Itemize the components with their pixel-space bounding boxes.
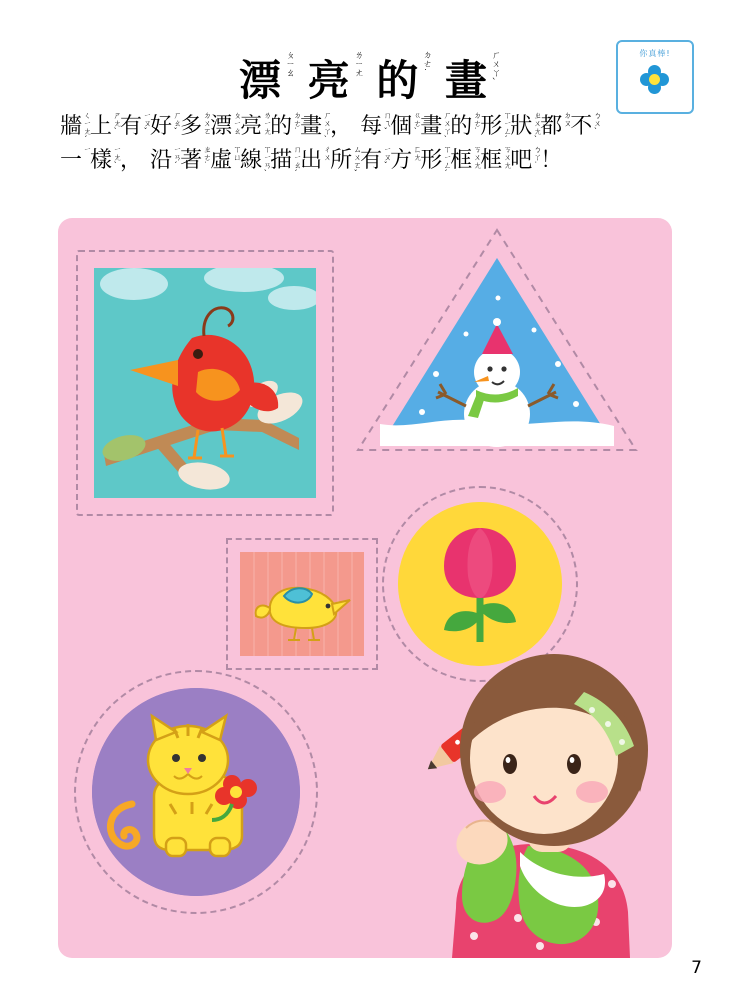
- title-char-text: 漂: [239, 56, 286, 105]
- instruction-char-text: 有: [120, 114, 144, 139]
- instruction-char: [60, 144, 92, 178]
- instruction-char-ruby: ㄆㄧㄠ: [233, 111, 242, 136]
- activity-panel: [58, 218, 672, 958]
- instruction-char: [180, 110, 212, 144]
- instruction-char: [390, 110, 422, 144]
- sticker-label: 你真棒!: [639, 49, 671, 58]
- instruction-char-ruby: ㄓㄜ˙: [203, 145, 212, 170]
- instruction-char-text: 的: [270, 114, 294, 139]
- instruction-char-text: 上: [90, 114, 114, 139]
- title-char-text: 畫: [444, 56, 491, 105]
- instruction-char-ruby: ㄧㄡˇ: [383, 145, 392, 170]
- girl-with-pencil: [378, 646, 672, 958]
- instruction-char: [540, 110, 572, 144]
- instruction-char-ruby: ㄕㄤˋ: [113, 111, 122, 136]
- instruction-char-ruby: ㄧ: [83, 145, 92, 154]
- instruction-char: [480, 144, 512, 178]
- instruction-char-text: 亮: [240, 114, 264, 139]
- title-char: [444, 48, 501, 108]
- instruction-char-ruby: ㄍㄜˋ: [413, 111, 422, 136]
- instruction-char-ruby: ㄎㄨㄤ: [473, 145, 482, 170]
- instruction-char-text: 每: [360, 114, 384, 139]
- instruction-char-ruby: ㄧㄤˋ: [113, 145, 122, 170]
- instruction-char: [150, 110, 182, 144]
- instruction-char-text: ，: [330, 114, 354, 139]
- instruction-char: [300, 110, 332, 144]
- snowman-picture: [376, 254, 618, 450]
- instruction-char: [240, 144, 272, 178]
- instruction-char: [510, 144, 542, 178]
- instructions: [60, 110, 670, 178]
- title-char-text: 亮: [307, 56, 354, 105]
- cat-picture: [92, 688, 300, 896]
- instruction-char-text: 一: [60, 148, 84, 173]
- instruction-char-text: 好: [150, 114, 174, 139]
- instruction-char: [120, 110, 152, 144]
- instruction-char: [270, 110, 302, 144]
- instruction-char: [120, 144, 143, 178]
- sticker-box[interactable]: [616, 40, 694, 114]
- instruction-char-ruby: ㄧㄢˊ: [173, 145, 182, 170]
- instruction-char-ruby: ㄌㄧㄤ: [263, 111, 272, 136]
- instruction-char: [360, 110, 392, 144]
- page-number: 7: [691, 958, 702, 978]
- instruction-char-text: 都: [540, 114, 564, 139]
- instruction-char-text: 牆: [60, 114, 84, 139]
- title-char-ruby: ㄏㄨㄚˋ: [491, 51, 501, 88]
- instruction-char-text: 畫: [420, 114, 444, 139]
- instruction-char-text: 吧: [510, 148, 534, 173]
- instruction-char-text: 畫: [300, 114, 324, 139]
- instruction-char-ruby: ㄧㄡˇ: [143, 111, 152, 136]
- instruction-char-ruby: ㄇㄟˇ: [383, 111, 392, 136]
- instruction-char: [240, 110, 272, 144]
- instruction-char-text: 沿: [150, 148, 174, 173]
- instruction-char-text: ！: [540, 148, 564, 173]
- instruction-char: [540, 144, 563, 178]
- instruction-char-text: 描: [270, 148, 294, 173]
- instruction-char-ruby: ㄔㄨ: [323, 145, 332, 162]
- instruction-char-ruby: ㄏㄠˇ: [173, 111, 182, 136]
- bird-on-branch-picture: [94, 268, 316, 498]
- instruction-char: [270, 144, 302, 178]
- title-char: [239, 48, 295, 108]
- instruction-char-text: 的: [450, 114, 474, 139]
- instruction-char: [330, 144, 362, 178]
- instruction-char-text: 有: [360, 148, 384, 173]
- instruction-char-ruby: ㄒㄧㄥˊ: [443, 145, 452, 178]
- title-char-text: 的: [376, 56, 423, 105]
- title-char: [376, 48, 433, 108]
- instruction-char: [330, 110, 353, 144]
- instruction-char-text: 漂: [210, 114, 234, 139]
- instruction-char-ruby: ㄙㄨㄛˇ: [353, 145, 362, 178]
- instruction-char-ruby: ㄉㄡ: [563, 111, 572, 128]
- instruction-char-text: 形: [420, 148, 444, 173]
- instruction-char: [360, 144, 392, 178]
- instruction-char-ruby: ㄅㄚ˙: [533, 145, 542, 170]
- instruction-char-ruby: ㄒㄩ: [233, 145, 242, 162]
- instruction-char-text: 出: [300, 148, 324, 173]
- instruction-char: [210, 110, 242, 144]
- instruction-line-2: [60, 144, 670, 178]
- instruction-char-ruby: ㄏㄨㄚˋ: [443, 111, 452, 144]
- instruction-char-text: 狀: [510, 114, 534, 139]
- title-char-ruby: ㄉㄜ˙: [423, 51, 433, 79]
- flower-icon: [640, 65, 670, 95]
- title-char: [307, 48, 364, 108]
- instruction-char: [300, 144, 332, 178]
- instruction-char-text: 個: [390, 114, 414, 139]
- instruction-char-text: 線: [240, 148, 264, 173]
- instruction-char-text: 樣: [90, 148, 114, 173]
- title-char-ruby: ㄆㄧㄠ: [285, 51, 295, 79]
- instruction-char-ruby: ㄎㄨㄤ: [503, 145, 512, 170]
- instruction-char: [210, 144, 242, 178]
- instruction-char: [150, 144, 182, 178]
- instruction-char-text: 形: [480, 114, 504, 139]
- instruction-char-ruby: ㄒㄧㄥˊ: [503, 111, 512, 144]
- title-char-ruby: ㄌㄧㄤ: [354, 51, 364, 79]
- tulip-picture: [398, 502, 562, 666]
- instruction-char-text: 框: [480, 148, 504, 173]
- instruction-char-text: 虛: [210, 148, 234, 173]
- instruction-char-ruby: ㄇㄧㄠˊ: [293, 145, 302, 178]
- instruction-char-ruby: ㄈㄤ: [413, 145, 422, 162]
- instruction-line-1: [60, 110, 670, 144]
- instruction-char: [180, 144, 212, 178]
- instruction-char: [420, 144, 452, 178]
- instruction-char: [60, 110, 92, 144]
- instruction-char: [450, 110, 482, 144]
- instruction-char-text: 不: [570, 114, 594, 139]
- small-bird-picture: [240, 552, 364, 656]
- instruction-char-ruby: ㄉㄜ˙: [293, 111, 302, 136]
- instruction-char: [450, 144, 482, 178]
- instruction-char-ruby: ㄑㄧㄤˊ: [83, 111, 92, 144]
- instruction-char: [570, 110, 602, 144]
- instruction-char-text: ，: [120, 148, 144, 173]
- instruction-char: [420, 110, 452, 144]
- instruction-char-ruby: ㄒㄧㄢˋ: [263, 145, 272, 178]
- instruction-char-text: 著: [180, 148, 204, 173]
- instruction-char-text: 方: [390, 148, 414, 173]
- instruction-char-text: 框: [450, 148, 474, 173]
- instruction-char: [390, 144, 422, 178]
- instruction-char-text: 多: [180, 114, 204, 139]
- instruction-char: [480, 110, 512, 144]
- instruction-char: [90, 110, 122, 144]
- instruction-char-ruby: ㄓㄨㄤˋ: [533, 111, 542, 144]
- instruction-char-ruby: ㄉㄨㄛ: [203, 111, 212, 136]
- instruction-char-text: 所: [330, 148, 354, 173]
- instruction-char-ruby: ㄉㄜ˙: [473, 111, 482, 136]
- instruction-char-ruby: ㄏㄨㄚˋ: [323, 111, 332, 144]
- instruction-char: [510, 110, 542, 144]
- instruction-char-ruby: ㄅㄨˋ: [593, 111, 602, 136]
- instruction-char: [90, 144, 122, 178]
